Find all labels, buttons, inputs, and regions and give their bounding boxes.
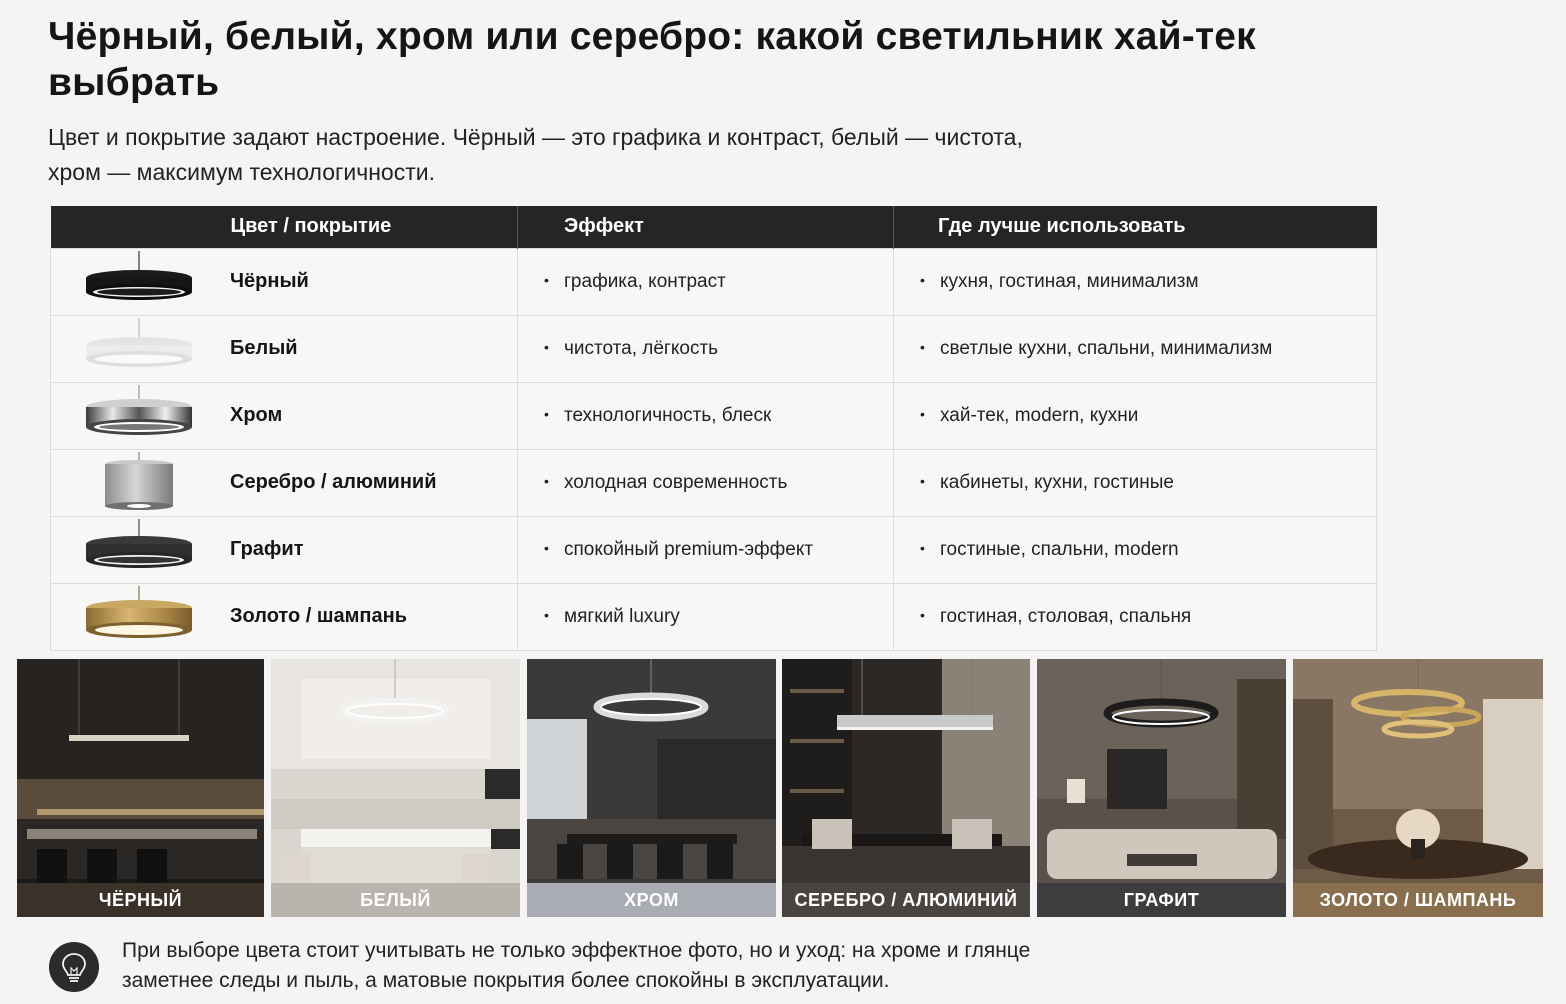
finish-cell	[51, 516, 518, 583]
gallery-photo-graphite[interactable]	[1037, 659, 1286, 917]
gallery-photo-gold[interactable]	[1293, 659, 1543, 917]
finish-name: Золото / шампань	[230, 605, 407, 627]
graphite-living-room-image	[1037, 659, 1286, 917]
page-subtitle: Цвет и покрытие задают настроение. Чёрный — это графика и контраст, белый — чистота, хром — максимум технологичности.	[48, 124, 1023, 185]
gallery-caption: ЧЁРНЫЙ	[17, 883, 264, 917]
finish-comparison-table	[50, 206, 1377, 651]
column-header-finish: Цвет / покрытие	[51, 206, 518, 248]
finish-cell	[51, 583, 518, 650]
table-row	[51, 382, 1377, 449]
gallery-caption: БЕЛЫЙ	[271, 883, 520, 917]
tip-icon-badge	[49, 942, 99, 992]
column-header-usage: Где лучше использовать	[894, 206, 1377, 248]
finish-cell	[51, 382, 518, 449]
effect-cell: • холодная современность	[518, 449, 894, 516]
column-header-effect: Эффект	[518, 206, 894, 248]
table-header-row	[51, 206, 1377, 248]
finish-name: Серебро / алюминий	[230, 471, 437, 493]
usage-cell: • гостиная, столовая, спальня	[894, 583, 1377, 650]
page-title: Чёрный, белый, хром или серебро: какой светильник хай-тек выбрать	[48, 15, 1256, 104]
finish-cell	[51, 315, 518, 382]
gallery-photo-silver[interactable]	[782, 659, 1030, 917]
table-row	[51, 449, 1377, 516]
finish-name: Графит	[230, 538, 304, 560]
effect-cell: • спокойный premium-эффект	[518, 516, 894, 583]
table-row	[51, 516, 1377, 583]
table-row	[51, 315, 1377, 382]
finish-name: Белый	[230, 337, 298, 359]
silver-cylinder-lamp-icon	[79, 452, 199, 514]
usage-cell: • кухня, гостиная, минимализм	[894, 248, 1377, 315]
finish-name: Хром	[230, 404, 283, 426]
gallery-caption: СЕРЕБРО / АЛЮМИНИЙ	[782, 883, 1030, 917]
chrome-dining-image	[527, 659, 776, 917]
interior-gallery	[17, 659, 1543, 917]
gallery-caption: ГРАФИТ	[1037, 883, 1286, 917]
gallery-photo-white[interactable]	[271, 659, 520, 917]
effect-cell: • мягкий luxury	[518, 583, 894, 650]
graphite-ring-lamp-icon	[79, 519, 199, 581]
table-row	[51, 583, 1377, 650]
gold-ring-lamp-icon	[79, 586, 199, 648]
usage-cell: • кабинеты, кухни, гостиные	[894, 449, 1377, 516]
black-ring-lamp-icon	[79, 251, 199, 313]
effect-cell: • графика, контраст	[518, 248, 894, 315]
white-kitchen-image	[271, 659, 520, 917]
white-ring-lamp-icon	[79, 318, 199, 380]
table-row	[51, 248, 1377, 315]
gold-dining-image	[1293, 659, 1543, 917]
finish-cell	[51, 248, 518, 315]
finish-cell	[51, 449, 518, 516]
silver-office-image	[782, 659, 1030, 917]
gallery-caption: ХРОМ	[527, 883, 776, 917]
effect-cell: • чистота, лёгкость	[518, 315, 894, 382]
tip-text: При выборе цвета стоит учитывать не только эффектное фото, но и уход: на хроме и глянце заметнее следы и пыль, а матовые покрытия более спокойны в эксплуатации.	[122, 939, 1031, 992]
usage-cell: • хай-тек, modern, кухни	[894, 382, 1377, 449]
gallery-photo-black[interactable]	[17, 659, 264, 917]
gallery-caption: ЗОЛОТО / ШАМПАНЬ	[1293, 883, 1543, 917]
usage-cell: • гостиные, спальни, modern	[894, 516, 1377, 583]
effect-cell: • технологичность, блеск	[518, 382, 894, 449]
finish-name: Чёрный	[230, 270, 309, 292]
chrome-ring-lamp-icon	[79, 385, 199, 447]
black-kitchen-image	[17, 659, 264, 917]
lightbulb-icon	[49, 942, 99, 992]
usage-cell: • светлые кухни, спальни, минимализм	[894, 315, 1377, 382]
gallery-photo-chrome[interactable]	[527, 659, 776, 917]
